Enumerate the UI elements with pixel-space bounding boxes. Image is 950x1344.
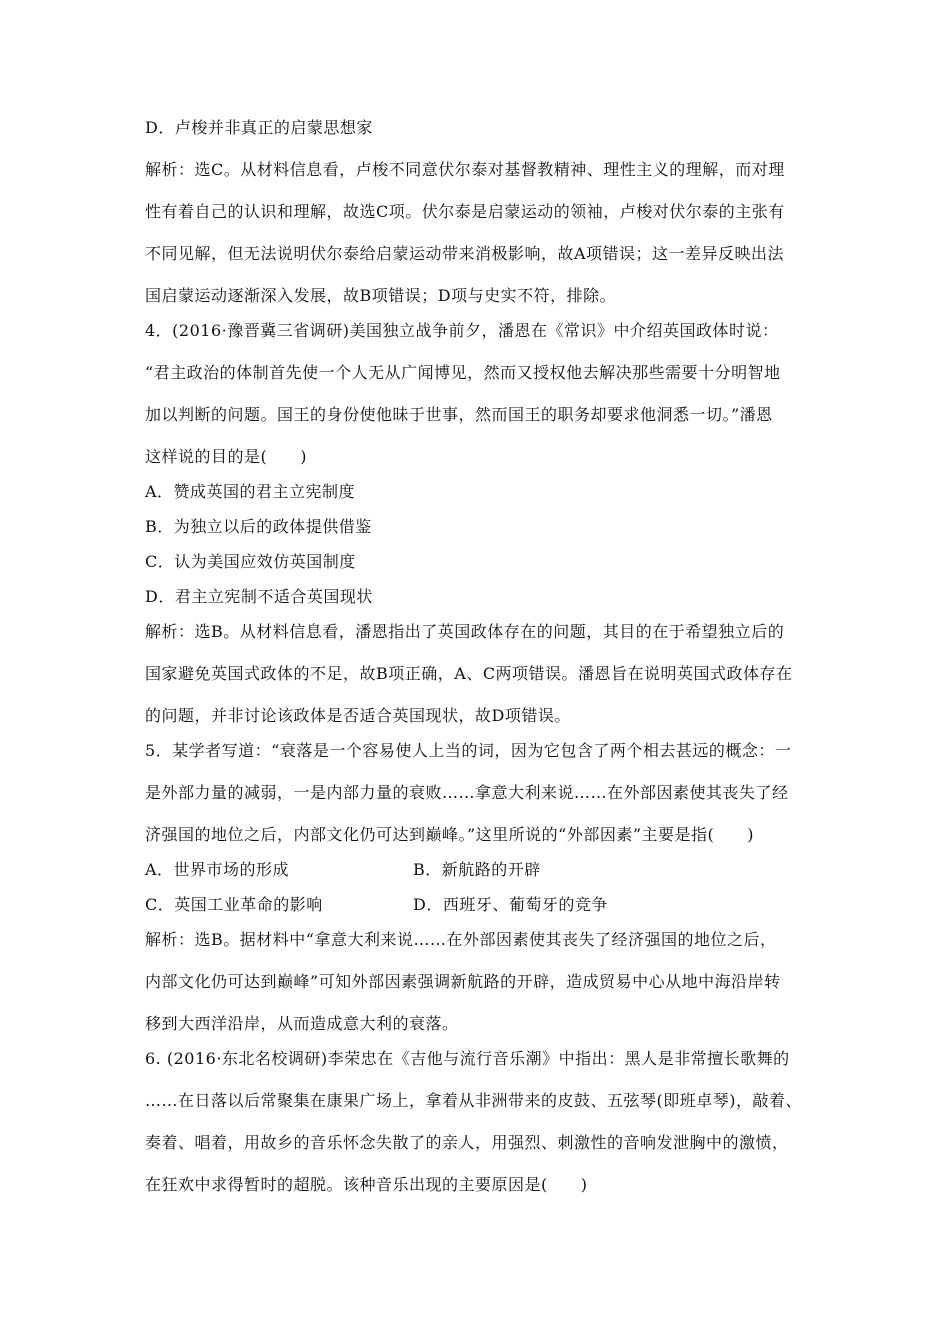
q4-stem-line-1: 4．(2016·豫晋冀三省调研)美国独立战争前夕，潘恩在《常识》中介绍英国政体时说： (145, 321, 779, 340)
q4-analysis-line-1: 解析：选B。从材料信息看，潘恩指出了英国政体存在的问题，其目的在于希望独立后的 (145, 622, 785, 641)
q3-option-d: D．卢梭并非真正的启蒙思想家 (145, 118, 373, 137)
q4-option-b: B．为独立以后的政体提供借鉴 (145, 517, 372, 536)
q4-stem-line-4: 这样说的目的是( ) (145, 447, 307, 466)
q6-stem-line-4: 在狂欢中求得暂时的超脱。该种音乐出现的主要原因是( ) (145, 1175, 588, 1194)
q3-analysis-line-1: 解析：选C。从材料信息看，卢梭不同意伏尔泰对基督教精神、理性主义的理解，而对理 (145, 160, 785, 179)
q5-options-row-2 (145, 895, 810, 915)
q3-analysis-line-4: 国启蒙运动逐渐深入发展，故B项错误；D项与史实不符，排除。 (145, 286, 617, 305)
q4-option-d: D．君主立宪制不适合英国现状 (145, 587, 373, 606)
q5-option-b: B．新航路的开辟 (413, 860, 541, 879)
q5-option-c: C．英国工业革命的影响 (145, 895, 323, 914)
q4-option-c: C．认为美国应效仿英国制度 (145, 552, 356, 571)
q5-stem-line-2: 是外部力量的减弱，一是内部力量的衰败……拿意大利来说……在外部因素使其丧失了经 (145, 783, 789, 802)
q5-stem-line-1: 5．某学者写道：“衰落是一个容易使人上当的词，因为它包含了两个相去甚远的概念：一 (145, 741, 792, 760)
q5-option-d: D．西班牙、葡萄牙的竞争 (413, 895, 608, 914)
q6-stem-line-3: 奏着、唱着，用故乡的音乐怀念失散了的亲人，用强烈、刺激性的音响发泄胸中的激愤， (145, 1133, 789, 1152)
q4-option-a: A．赞成英国的君主立宪制度 (145, 482, 356, 501)
q5-stem-line-3: 济强国的地位之后，内部文化仍可达到巅峰。”这里所说的“外部因素”主要是指( ) (145, 825, 755, 844)
q4-stem-line-3: 加以判断的问题。国王的身份使他昧于世事，然而国王的职务却要求他洞悉一切。”潘恩 (145, 405, 773, 424)
q5-analysis-line-2: 内部文化仍可达到巅峰”可知外部因素强调新航路的开辟，造成贸易中心从地中海沿岸转 (145, 972, 781, 991)
q3-analysis-line-2: 性有着自己的认识和理解，故选C项。伏尔泰是启蒙运动的领袖，卢梭对伏尔泰的主张有 (145, 202, 785, 221)
q5-option-a: A．世界市场的形成 (145, 860, 290, 879)
q6-stem-line-1: 6. (2016·东北名校调研)李荣忠在《吉他与流行音乐潮》中指出：黑人是非常擅长歌舞的 (145, 1049, 790, 1068)
q4-stem-line-2: “君主政治的体制首先使一个人无从广闻博见，然而又授权他去解决那些需要十分明智地 (145, 363, 781, 382)
q4-analysis-line-3: 的问题，并非讨论该政体是否适合英国现状，故D项错误。 (145, 706, 571, 725)
document-page (145, 118, 810, 1195)
q5-analysis-line-1: 解析：选B。据材料中“拿意大利来说……在外部因素使其丧失了经济强国的地位之后， (145, 930, 777, 949)
q5-options-row-1 (145, 860, 810, 880)
q3-analysis-line-3: 不同见解，但无法说明伏尔泰给启蒙运动带来消极影响，故A项错误；这一差异反映出法 (145, 244, 785, 263)
q6-stem-line-2: ……在日落以后常聚集在康果广场上，拿着从非洲带来的皮鼓、五弦琴(即班卓琴)，敲着、 (145, 1091, 802, 1110)
q4-analysis-line-2: 国家避免英国式政体的不足，故B项正确，A、C两项错误。潘恩旨在说明英国式政体存在 (145, 664, 793, 683)
q5-analysis-line-3: 移到大西洋沿岸，从而造成意大利的衰落。 (145, 1014, 459, 1033)
